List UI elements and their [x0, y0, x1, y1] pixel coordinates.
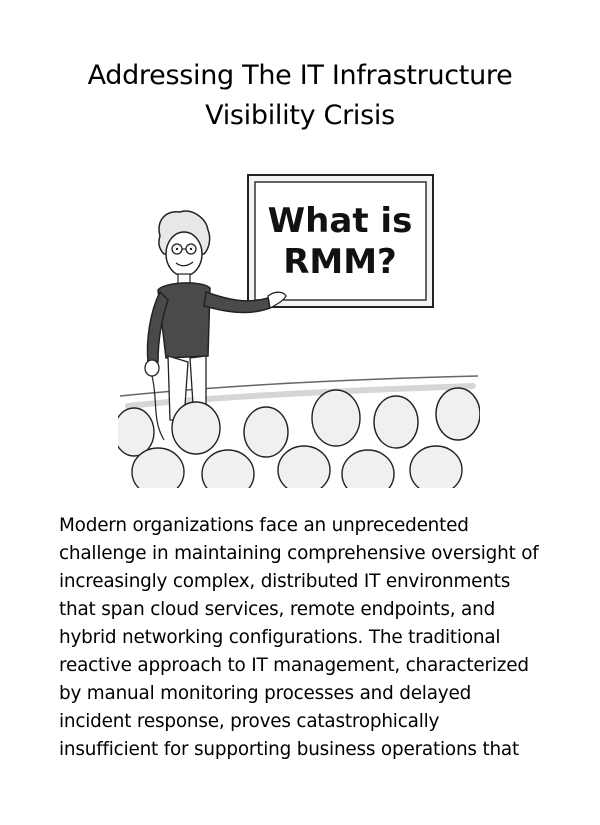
paragraph-line: increasingly complex, distributed IT environments [59, 571, 511, 592]
body-paragraph [59, 512, 559, 764]
paragraph-line: that span cloud services, remote endpoints, and [59, 599, 496, 620]
title-line-1: Addressing The IT Infrastructure [87, 60, 513, 91]
paragraph-line: reactive approach to IT management, characterized [59, 655, 529, 676]
board-text-line-1: What is [267, 201, 413, 241]
page-title [40, 56, 560, 136]
paragraph-line: incident response, proves catastrophically [59, 711, 440, 732]
whiteboard [248, 175, 433, 307]
paragraph-line: by manual monitoring processes and delayed [59, 683, 472, 704]
cartoon-illustration [118, 170, 480, 488]
paragraph-line: hybrid networking configurations. The traditional [59, 627, 501, 648]
paragraph-line: insufficient for supporting business operations that [59, 739, 520, 760]
board-text-line-2: RMM? [283, 242, 397, 282]
paragraph-line: Modern organizations face an unprecedented [59, 515, 469, 536]
title-line-2: Visibility Crisis [205, 100, 395, 131]
paragraph-line: challenge in maintaining comprehensive oversight of [59, 543, 539, 564]
